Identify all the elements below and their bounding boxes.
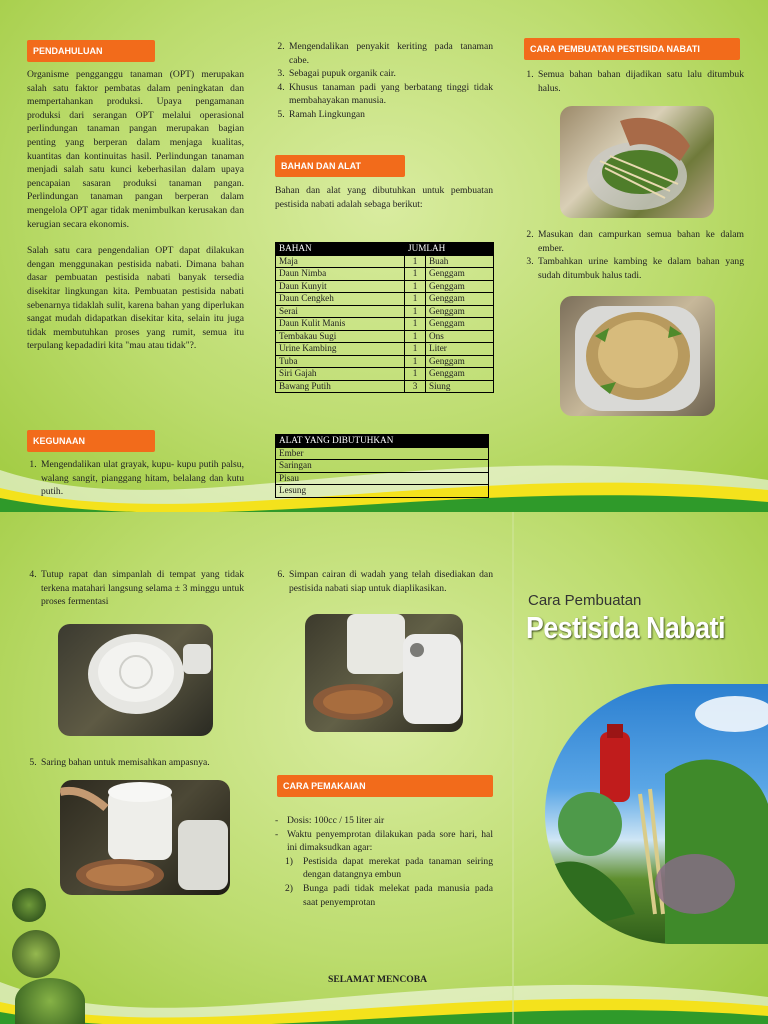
bahan-name-cell: Daun Cengkeh bbox=[276, 293, 405, 306]
bahan-alat-header: BAHAN DAN ALAT bbox=[275, 155, 405, 177]
bahan-qty-cell: 1 bbox=[405, 268, 426, 281]
alat-cell: Saringan bbox=[276, 460, 489, 473]
photo-mixed-ingredients bbox=[560, 296, 715, 416]
table-row bbox=[276, 330, 494, 343]
pendahuluan-paragraph-2: Salah satu cara pengendalian OPT dapat dilakukan dengan menggunakan pestisida nabati. Dimana bahan dasar pembuatan pestisida nabati banyak tersedia disekitar lingkungan kita. Pembuatan pestisida nabati sebenarnya tidaklah sulit, karena bahan yang diperlukan sangat mudah didapatkan disekitar kita, selain itu juga tidak membutuhkan proses yang rumit, semua itu terpulang kepadadiri kita "mau atau tidak"?. bbox=[27, 245, 244, 352]
step-6 bbox=[275, 568, 493, 595]
step-2-text: 2. Masukan dan campurkan semua bahan ke dalam ember. bbox=[536, 228, 744, 255]
bahan-unit-cell: Liter bbox=[426, 343, 494, 356]
dosis-text: - Dosis: 100cc / 15 liter air bbox=[275, 814, 493, 828]
bahan-table-header-row bbox=[276, 243, 494, 256]
bahan-qty-cell: 1 bbox=[405, 305, 426, 318]
bahan-name-cell: Tembakau Sugi bbox=[276, 330, 405, 343]
bahan-unit-cell: Genggam bbox=[426, 293, 494, 306]
bahan-unit-cell: Genggam bbox=[426, 355, 494, 368]
pemakaian-subitem-1-text: Pestisida dapat merekat pada tanaman seiring dengan datangnya embun bbox=[303, 855, 493, 881]
bahan-qty-cell: 1 bbox=[405, 280, 426, 293]
step-5 bbox=[27, 756, 244, 770]
bahan-unit-cell: Genggam bbox=[426, 318, 494, 331]
closing-text: SELAMAT MENCOBA bbox=[328, 974, 428, 985]
cara-pemakaian-header: CARA PEMAKAIAN bbox=[277, 775, 493, 797]
photo-illustration bbox=[58, 624, 213, 736]
bahan-qty-cell: 1 bbox=[405, 318, 426, 331]
pemakaian-subitem: 1) Pestisida dapat merekat pada tanaman seiring dengan datangnya embun bbox=[285, 855, 493, 881]
table-row bbox=[276, 368, 494, 381]
pemakaian-subitem: 2) Bunga padi tidak melekat pada manusia pada saat penyemprotan bbox=[285, 882, 493, 908]
table-row bbox=[276, 343, 494, 356]
table-row bbox=[276, 380, 494, 393]
cara-pembuatan-header: CARA PEMBUATAN PESTISIDA NABATI bbox=[524, 38, 740, 60]
bahan-name-cell: Daun Kulit Manis bbox=[276, 318, 405, 331]
photo-illustration bbox=[305, 614, 463, 732]
step-5-text: 5. Saring bahan untuk memisahkan ampasnya. bbox=[39, 756, 244, 770]
step-4-text: 4. Tutup rapat dan simpanlah di tempat yang tidak terkena matahari langsung selama ± 3 minggu untuk proses fermentasi bbox=[39, 568, 244, 609]
kegunaan-item: 4. Khusus tanaman padi yang berbatang tinggi tidak membahayakan manusia. bbox=[287, 81, 493, 108]
pendahuluan-paragraph-1: Organisme pengganggu tanaman (OPT) merupakan salah satu faktor pembatas dalam peningkatan dan mempertahankan produksi. Upaya pengamanan produksi dari serangan OPT melalui operasional perlindungan tanaman pangan merupakan bagian penting yang berperan dalam menjaga kualitas, kuantitas dan kontinuitas hasil. Perlindungan tanaman menjadi salah satu kunci keberhasilan dalam upaya pencapaian sasaran produksi tanaman pangan. Perlindungan tanaman pangan berperan dalam mengelola OPT agar tidak menimbulkan kerusakan dan kerugian secara ekonomis. bbox=[27, 69, 244, 230]
bahan-qty-cell: 1 bbox=[405, 255, 426, 268]
bahan-unit-cell: Genggam bbox=[426, 305, 494, 318]
pemakaian-subitem-2-text: Bunga padi tidak melekat pada manusia pada saat penyemprotan bbox=[303, 882, 493, 908]
decorative-leaf-circle bbox=[12, 888, 46, 922]
bahan-unit-cell: Buah bbox=[426, 255, 494, 268]
kegunaan-header: KEGUNAAN bbox=[27, 430, 155, 452]
cara-pemakaian-text bbox=[275, 814, 493, 909]
bahan-qty-cell: 3 bbox=[405, 380, 426, 393]
column-header-alat: ALAT YANG DIBUTUHKAN bbox=[276, 435, 489, 448]
bahan-unit-cell: Siung bbox=[426, 380, 494, 393]
alat-cell: Lesung bbox=[276, 485, 489, 498]
waktu-text: - Waktu penyemprotan dilakukan pada sore hari, hal ini dimaksudkan agar: bbox=[275, 828, 493, 855]
bahan-name-cell: Daun Kunyit bbox=[276, 280, 405, 293]
cover-title: Pestisida Nabati bbox=[526, 610, 726, 645]
kegunaan-item: 3. Sebagai pupuk organik cair. bbox=[287, 67, 493, 81]
table-row bbox=[276, 472, 489, 485]
photo-pounding-ingredients bbox=[560, 106, 714, 218]
fold-line bbox=[512, 512, 514, 1024]
bahan-qty-cell: 1 bbox=[405, 343, 426, 356]
photo-illustration bbox=[560, 106, 714, 218]
bahan-name-cell: Maja bbox=[276, 255, 405, 268]
bahan-unit-cell: Genggam bbox=[426, 280, 494, 293]
pendahuluan-header: PENDAHULUAN bbox=[27, 40, 155, 62]
photo-illustration bbox=[560, 296, 715, 416]
bahan-name-cell: Bawang Putih bbox=[276, 380, 405, 393]
decorative-leaf-circle bbox=[15, 978, 85, 1024]
column-header-jumlah: JUMLAH bbox=[405, 243, 494, 256]
bahan-unit-cell: Genggam bbox=[426, 368, 494, 381]
bahan-table bbox=[275, 242, 494, 393]
column-header-bahan: BAHAN bbox=[276, 243, 405, 256]
table-row bbox=[276, 447, 489, 460]
alat-cell: Ember bbox=[276, 447, 489, 460]
kegunaan-list-part1 bbox=[27, 458, 244, 499]
step-1 bbox=[524, 68, 744, 95]
step-6-text: 6. Simpan cairan di wadah yang telah disediakan dan pestisida nabati siap untuk diaplikasikan. bbox=[287, 568, 493, 595]
bahan-qty-cell: 1 bbox=[405, 368, 426, 381]
pendahuluan-text bbox=[27, 68, 244, 366]
kegunaan-item: 1. Mengendalikan ulat grayak, kupu- kupu putih palsu, walang sangit, pianggang hitam, belalang dan kutu putih. bbox=[39, 458, 244, 499]
bahan-qty-cell: 1 bbox=[405, 355, 426, 368]
decorative-leaf-circle bbox=[12, 930, 60, 978]
photo-illustration bbox=[60, 780, 230, 895]
bahan-alat-intro: Bahan dan alat yang dibutuhkan untuk pembuatan pestisida nabati adalah sebaga berikut: bbox=[275, 185, 493, 210]
alat-cell: Pisau bbox=[276, 472, 489, 485]
table-row bbox=[276, 318, 494, 331]
bahan-qty-cell: 1 bbox=[405, 293, 426, 306]
bahan-name-cell: Daun Nimba bbox=[276, 268, 405, 281]
bahan-name-cell: Tuba bbox=[276, 355, 405, 368]
photo-storage-containers bbox=[305, 614, 463, 732]
step-1-text: 1. Semua bahan bahan dijadikan satu lalu ditumbuk halus. bbox=[536, 68, 744, 95]
table-row bbox=[276, 255, 494, 268]
alat-table bbox=[275, 434, 489, 498]
steps-2-3 bbox=[524, 228, 744, 282]
table-row bbox=[276, 355, 494, 368]
bahan-unit-cell: Genggam bbox=[426, 268, 494, 281]
decorative-swoosh bbox=[0, 952, 768, 1024]
cover-subtitle: Cara Pembuatan bbox=[528, 592, 642, 609]
alat-table-header-row bbox=[276, 435, 489, 448]
table-row bbox=[276, 293, 494, 306]
kegunaan-list-part2 bbox=[275, 40, 493, 122]
bahan-name-cell: Urine Kambing bbox=[276, 343, 405, 356]
photo-straining bbox=[60, 780, 230, 895]
bahan-name-cell: Serai bbox=[276, 305, 405, 318]
table-row bbox=[276, 280, 494, 293]
bahan-qty-cell: 1 bbox=[405, 330, 426, 343]
step-4 bbox=[27, 568, 244, 609]
table-row bbox=[276, 485, 489, 498]
kegunaan-item: 5. Ramah Lingkungan bbox=[287, 108, 493, 122]
step-3-text: 3. Tambahkan urine kambing ke dalam bahan yang sudah ditumbuk halus tadi. bbox=[536, 255, 744, 282]
table-row bbox=[276, 268, 494, 281]
bahan-name-cell: Siri Gajah bbox=[276, 368, 405, 381]
table-row bbox=[276, 305, 494, 318]
bahan-unit-cell: Ons bbox=[426, 330, 494, 343]
photo-sealed-bucket bbox=[58, 624, 213, 736]
kegunaan-item: 2. Mengendalikan penyakit keriting pada tanaman cabe. bbox=[287, 40, 493, 67]
table-row bbox=[276, 460, 489, 473]
